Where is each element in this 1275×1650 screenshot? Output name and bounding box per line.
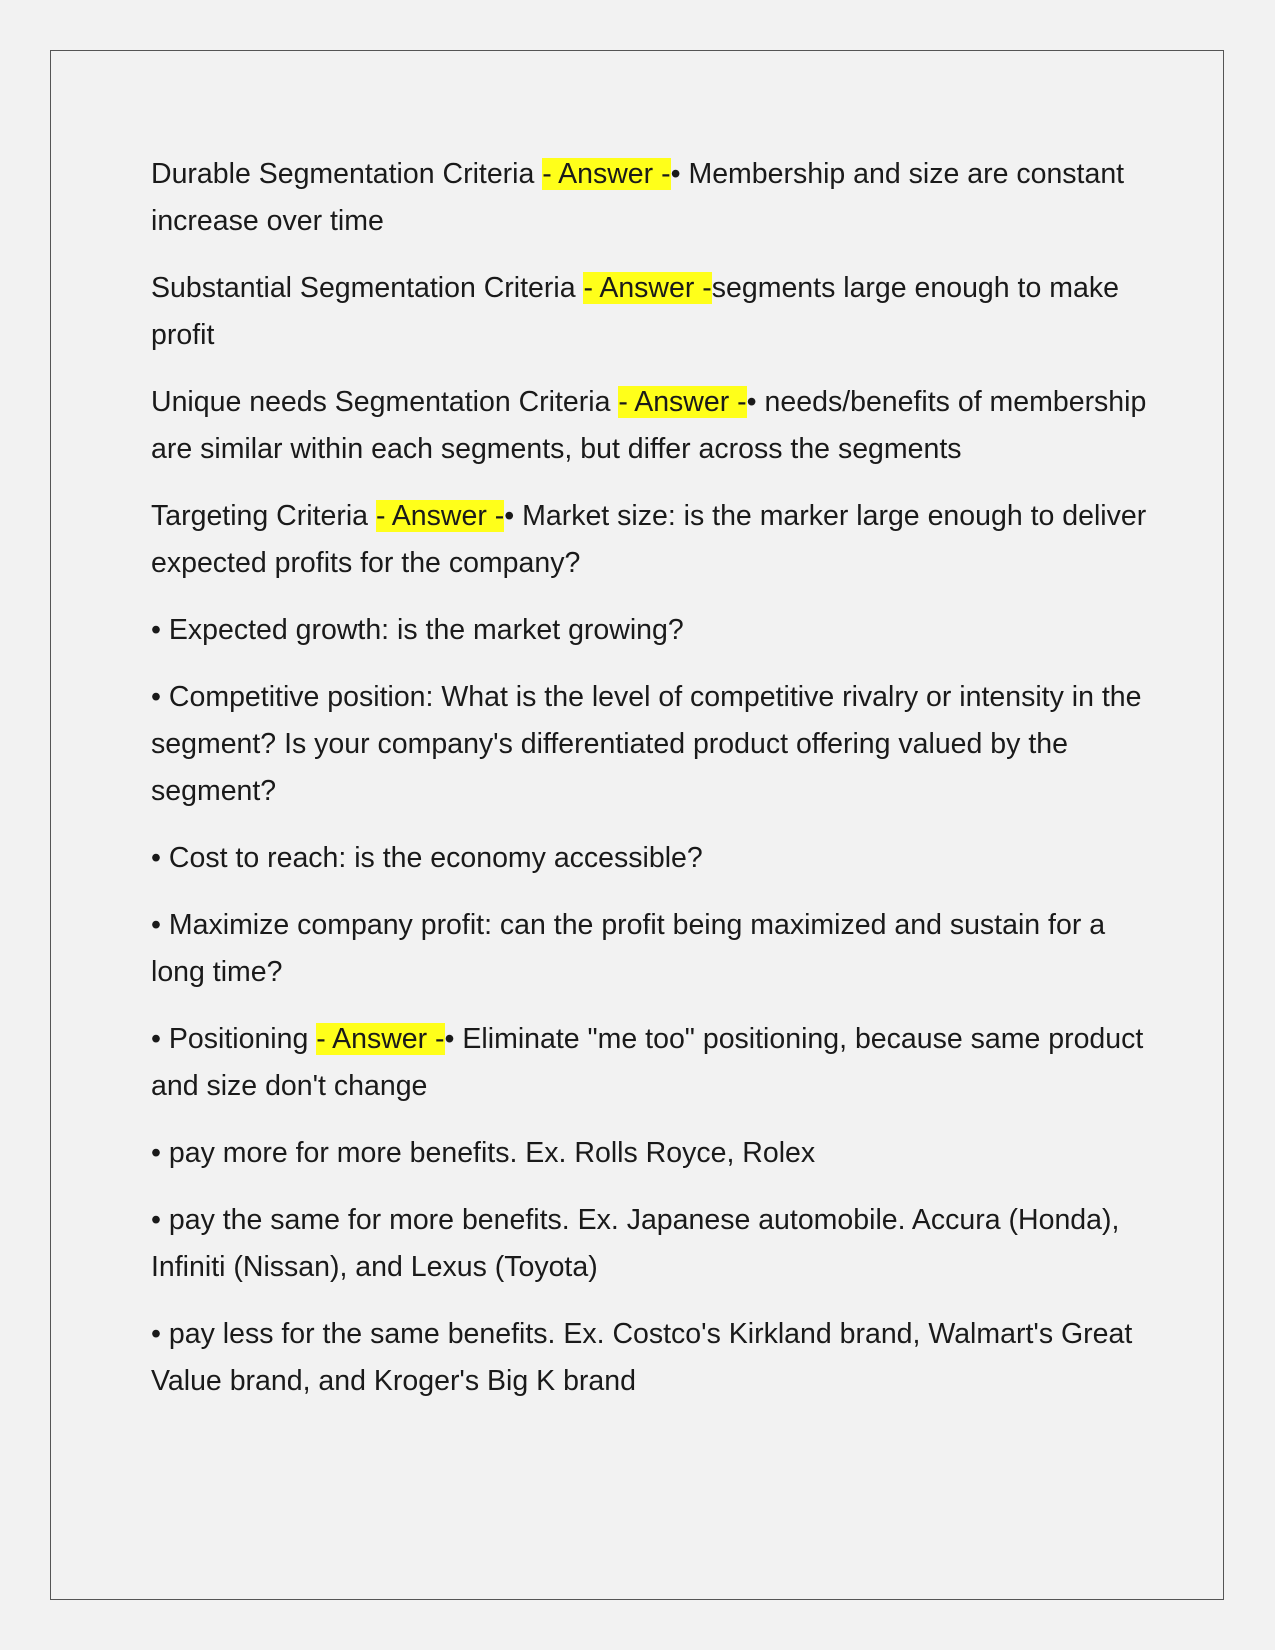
paragraph-text: Substantial Segmentation Criteria [151, 272, 584, 304]
paragraph-substantial-segmentation [151, 265, 1151, 359]
paragraph-text: • pay more for more benefits. Ex. Rolls Royce, Rolex [151, 1137, 816, 1169]
paragraph-maximize-profit [151, 902, 1151, 996]
paragraph-expected-growth [151, 607, 1151, 654]
paragraph-text: Unique needs Segmentation Criteria [151, 386, 619, 418]
paragraph-text: • pay less for the same benefits. Ex. Costco's Kirkland brand, Walmart's Great Value brand, and Kroger's Big K brand [151, 1318, 1133, 1397]
answer-highlight: - Answer - [316, 1023, 445, 1055]
paragraph-text: • Market size: is the marker large enough to deliver expected profits for the company? [151, 500, 1147, 579]
paragraph-unique-needs-segmentation [151, 379, 1151, 473]
paragraph-cost-to-reach [151, 835, 1151, 882]
paragraph-pay-same [151, 1197, 1151, 1291]
paragraph-competitive-position [151, 674, 1151, 815]
paragraph-text: • Cost to reach: is the economy accessible? [151, 842, 703, 874]
paragraph-text: • pay the same for more benefits. Ex. Japanese automobile. Accura (Honda), Infiniti (Nissan), and Lexus (Toyota) [151, 1204, 1120, 1283]
document-body [151, 151, 1151, 1425]
paragraph-text: • Expected growth: is the market growing? [151, 614, 684, 646]
answer-highlight: - Answer - [618, 386, 747, 418]
paragraph-text: • Maximize company profit: can the profit being maximized and sustain for a long time? [151, 909, 1106, 988]
paragraph-targeting-criteria [151, 493, 1151, 587]
paragraph-text: • Positioning [151, 1023, 317, 1055]
paragraph-text: segments large enough to make profit [151, 272, 1119, 351]
paragraph-pay-more [151, 1130, 1151, 1177]
paragraph-text: • Eliminate "me too" positioning, because same product and size don't change [151, 1023, 1144, 1102]
paragraph-text: • Competitive position: What is the level of competitive rivalry or intensity in the segment? Is your company's differentiated product offering valued by the segment? [151, 681, 1142, 807]
paragraph-text: • Membership and size are constant increase over time [151, 158, 1125, 237]
paragraph-text: • needs/benefits of membership are similar within each segments, but differ across the segments [151, 386, 1147, 465]
paragraph-text: Targeting Criteria [151, 500, 376, 532]
paragraph-positioning [151, 1016, 1151, 1110]
paragraph-pay-less [151, 1311, 1151, 1405]
answer-highlight: - Answer - [375, 500, 505, 532]
paragraph-text: Durable Segmentation Criteria [151, 158, 543, 190]
answer-highlight: - Answer - [583, 272, 712, 304]
paragraph-durable-segmentation [151, 151, 1151, 245]
answer-highlight: - Answer - [542, 158, 671, 190]
page-frame [50, 50, 1224, 1600]
